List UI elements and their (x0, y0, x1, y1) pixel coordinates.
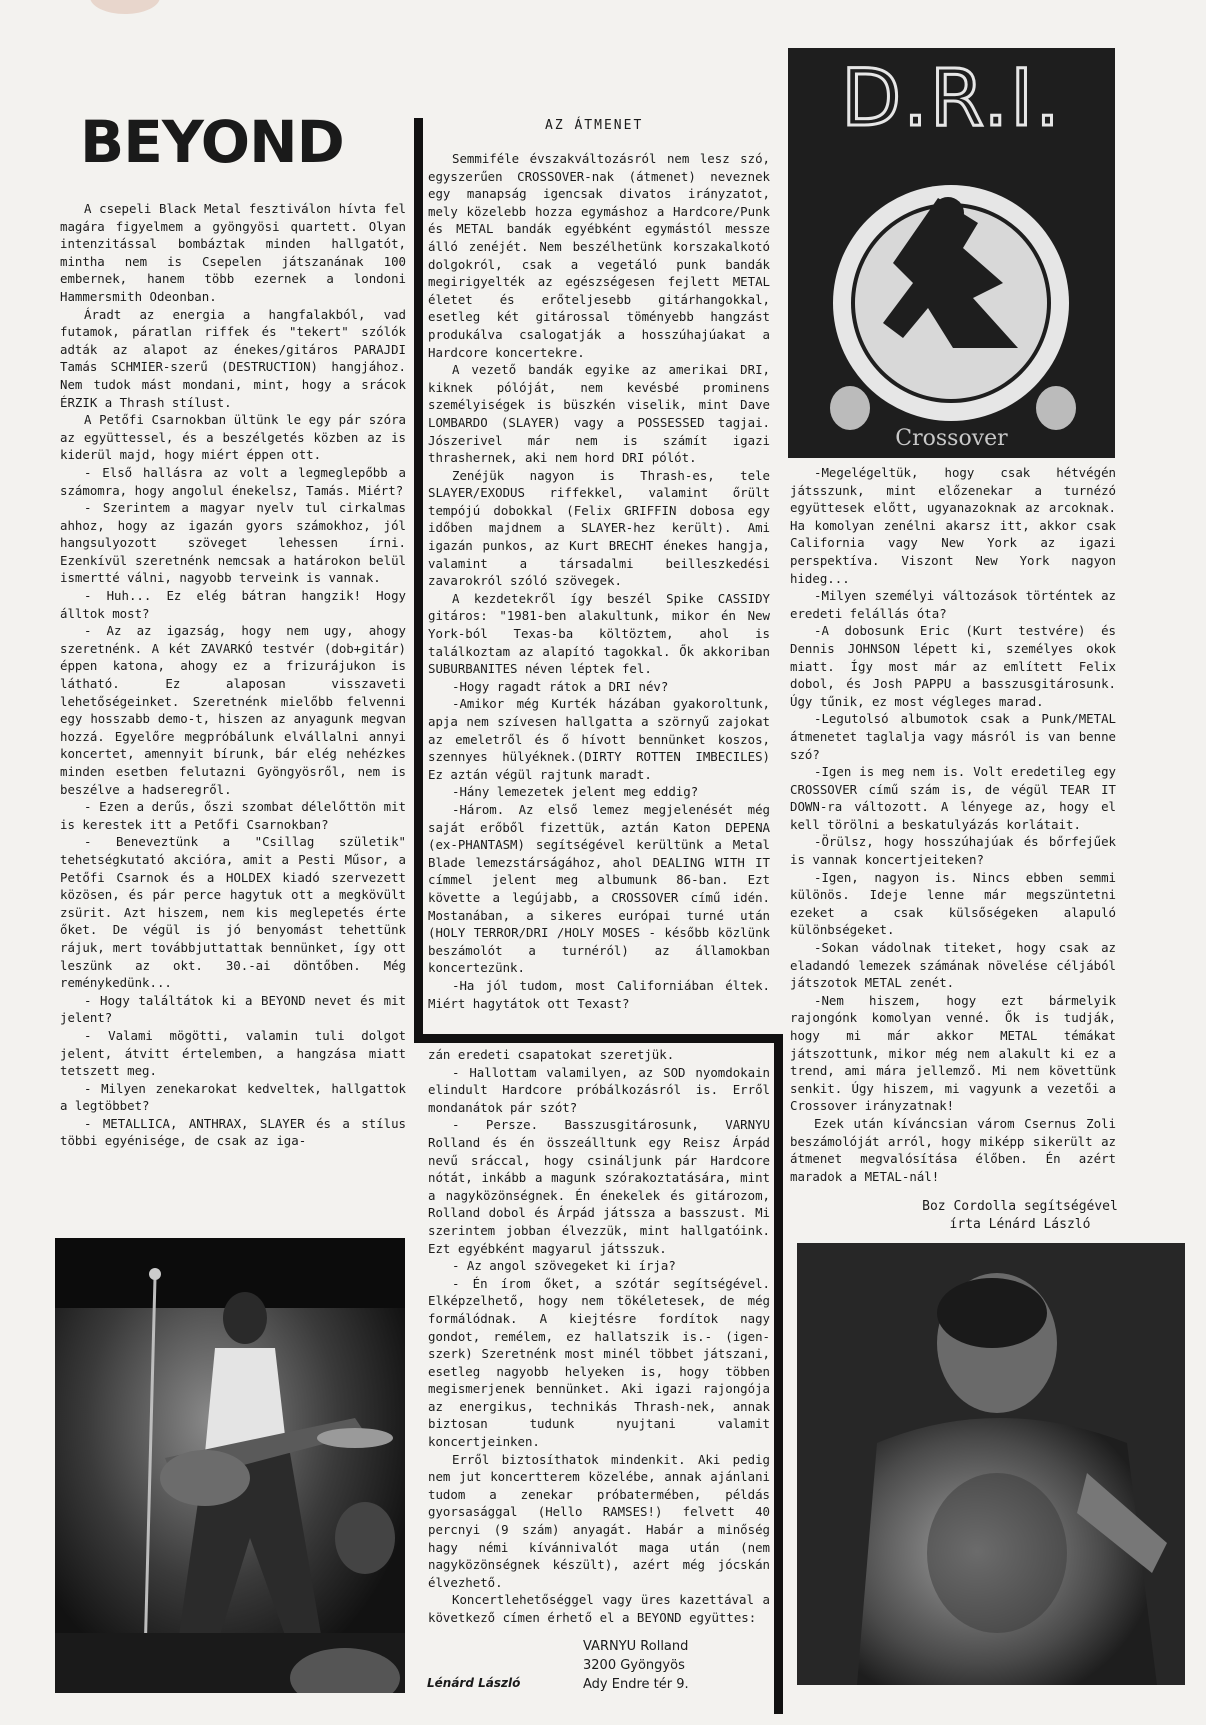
paragraph: Zenéjük nagyon is Thrash-es, tele SLAYER/EXODUS riffekkel, valamint őrült tempójú dobokkal (Felix GRIFFIN dobosa egy időben majdnem a SLAYER-hez került). Ami igazán punkos, az Kurt BRECHT énekes hangja, valamint a társadalmi beilleszkedési zavarokról szóló szövegek. (428, 467, 770, 589)
paragraph: - Hallottam valamilyen, az SOD nyomdokain elindult Hardcore próbálkozásról is. Erről mondanátok pár szót? (428, 1064, 770, 1115)
paragraph: - Első hallásra az volt a legmeglepőbb a számomra, hogy angolul énekelsz, Tamás. Miért? (60, 464, 406, 498)
paragraph: Erről biztosíthatok mindenkit. Aki pedig nem jut koncertterem közelébe, annak ajánlani tudom a zenekar próbatermében, példás gyorsasággal (Hello RAMSES!) felvett 40 percnyi (9 szám) anyagát. Habár a minőség hagy némi kívánnivalót maga után (nem nagyközönségnek készült), azért még jócskán élvezhető. (428, 1451, 770, 1590)
paragraph: Semmiféle évszakváltozásról nem lesz szó, egyszerűen CROSSOVER-nak (átmenet) neveznek egy manapság igencsak divatos irányzatot, mely közelebb hozza egymáshoz a Hardcore/Punk és METAL bandák egyébként egymástól messze álló zenéjét. Nem beszélhetünk korszakalkotó dolgokról, csak a vegetáló punk bandák megirigyelték az egészségesen fejlett METAL életet és erőteljesebb gitárhangokkal, esetleg két gitárossal töményebb hangzást produkálva csalogatják a hosszúhajúakat a Hardcore koncertekre. (428, 151, 770, 360)
paragraph: - Persze. Basszusgitárosunk, VARNYU Rolland és én összeálltunk egy Reisz Árpád nevű sráccal, hogy csináljunk pár Hardcore nótát, inkább a magunk szórakoztatására, mint a nagyközönségnek. Én énekelek és gitározom, Rolland dobol és Árpád játssza a basszust. Mi szerintem jobban élvezzük, mint hallgatóink. Ezt egyébként magyarul játsszuk. (428, 1117, 770, 1256)
paragraph: - METALLICA, ANTHRAX, SLAYER és a stílus többi egyénisége, de csak az iga- (60, 1115, 406, 1149)
paragraph: - Én írom őket, a szótár segítségével. Elképzelhető, hogy nem tökéletesek, de még formálódnak. A kiejtésre fordítok nagy gondot, remélem, ez hallatszik is.- (igen-szerk) Szeretnénk most minél többet játszani, esetleg nagyobb helyeken is, hogy többen megismerjenek bennünket. Aki igazi rajongója az energikus, technikás Thrash-nek, annak biztosan tudunk nyujtani valamit koncertjeinken. (428, 1275, 770, 1450)
singer-photo-image (797, 1243, 1185, 1685)
column-1 (60, 200, 406, 1205)
paragraph: A Petőfi Csarnokban ültünk le egy pár szóra az együttessel, és a beszélgetés közben az is kiderül majd, hogy miért éppen ott. (60, 412, 406, 463)
paragraph: zán eredeti csapatokat szeretjük. (428, 1047, 675, 1062)
address-line: VARNYU Rolland (583, 1639, 689, 1654)
address-line: 3200 Gyöngyös (583, 1658, 685, 1673)
paragraph: -Nem hiszem, hogy ezt bármelyik rajongónk komolyan venné. Ők is tudják, hogy mi már akkor METAL témákat játszottunk, mikor még nem alakult ki ez a trend, ami mára jellemző. Mi nem követtünk senkit. Úgy hiszem, mi vagyunk a vezetői a Crossover irányzatnak! (790, 992, 1116, 1114)
band-live-photo-image (55, 1238, 405, 1693)
page-title: BEYOND (80, 108, 344, 176)
paragraph: -Sokan vádolnak titeket, hogy csak az eladandó lemezek számának növelése céljából játszotok METAL zenét. (790, 940, 1116, 991)
column-2b (428, 1046, 770, 1636)
paragraph: -Milyen személyi változások történtek az eredeti felállás óta? (790, 588, 1116, 621)
paragraph: -Igen, nagyon is. Nincs ebben semmi különös. Ideje lenne már megszüntetni ezeket a csak külsőségeken alapuló különbségeket. (790, 869, 1116, 938)
decorative-mark (90, 0, 160, 14)
paragraph: A vezető bandák egyike az amerikai DRI, kiknek pólóját, nem kevésbé prominens személyiségek is büszkén viselik, mint Dave LOMBARDO (SLAYER) vagy a POSSESSED tagjai. Jószerivel már nem is számít igazi thrashernek, aki nem hord DRI pólót. (428, 362, 770, 466)
paragraph: - Az angol szövegeket ki írja? (452, 1258, 676, 1274)
paragraph: - Beneveztünk a "Csillag születik" tehetségkutató akcióra, amit a Pesti Műsor, a Petőfi Csarnok és a HOLDEX kiadó szervezett közösen, és pár perce hagytuk ott a megkövült zsürit. Azt hiszem, nem kis meglepetés érte őket. De végül is jó benyomást tehettünk rájuk, mert továbbjuttattak bennünket, így ott leszünk az okt. 30.-ai döntőben. Még reménykedünk... (60, 834, 406, 991)
paragraph: -Hogy ragadt rátok a DRI név? (452, 678, 669, 694)
paragraph: -Amikor még Kurték házában gyakoroltunk, apja nem szívesen hallgatta a szörnyű zajokat az emeletről és ő hívott bennünket koszos, szennyes hülyéknek.(DIRTY ROTTEN IMBECILES) Ez aztán végül rajtunk maradt. (428, 696, 770, 782)
paragraph: A kezdetekről így beszél Spike CASSIDY gitáros: "1981-ben alakultunk, mikor én New York-ból Texas-ba költöztem, ahol is találkoztam az alapító tagokkal. Ők akkoriban SUBURBANITES néven léptek fel. (428, 590, 770, 677)
paragraph: - Az az igazság, hogy nem ugy, ahogy szeretnénk. A két ZAVARKÓ testvér (dob+gitár) éppen katona, ahogy ez a frizurájukon is látható. Ez alaposan visszaveti lehetőségeinket. Szeretnénk mielőbb felvenni egy hosszabb demo-t, hiszen az anyagunk megvan hozzá. Egyelőre megpróbálunk elvállalni annyi koncertet, amennyit bírunk, bár elég nehézkes minden esetben felutazni Gyöngyösről, nem is beszélve a hadseregről. (60, 623, 406, 797)
article-credit (900, 1198, 1140, 1234)
paragraph: -Három. Az első lemez megjelenését még saját erőből fizettük, aztán Katon DEPENA (ex-PHANTASM) segítségével kerültünk a Metal Blade lemezstárságához, ahol DEALING WITH IT címmel jelent meg albumunk 86-ban. Ezt követte a legújabb, a CROSSOVER című idén. Mostanában, a sikeres európai turné után (HOLY TERROR/DRI /HOLY MOSES - később közlünk beszámolót a turnéról) az államokban koncertezünk. (428, 801, 770, 976)
paragraph: - Huh... Ez elég bátran hangzik! Hogy álltok most? (60, 588, 406, 621)
album-cover (788, 48, 1115, 458)
column-3 (790, 464, 1116, 1198)
paragraph: -Hány lemezetek jelent meg eddig? (452, 784, 699, 800)
credit-line: írta Lénárd László (949, 1217, 1091, 1232)
paragraph: - Ezen a derűs, őszi szombat délelőttön mit is kerestek itt a Petőfi Csarnokban? (60, 799, 406, 832)
paragraph: Áradt az energia a hangfalakból, vad futamok, páratlan riffek és "tekert" szólók adták az alapot az énekes/gitáros PARAJDI Tamás SCHMIER-szerű (DESTRUCTION) hangjához. Nem tudok mást mondani, mint, hogy a srácok ÉRZIK a Thrash stílust. (60, 306, 406, 410)
paragraph: - Valami mögötti, valamin tuli dolgot jelent, átvitt értelemben, a hangzása miatt tetszett meg. (60, 1027, 406, 1079)
credit-line: Boz Cordolla segítségével (922, 1199, 1118, 1214)
paragraph: -Ha jól tudom, most Californiában éltek. Miért hagytátok ott Texast? (428, 977, 770, 1011)
paragraph: A csepeli Black Metal fesztiválon hívta fel magára figyelmem a gyöngyösi quartett. Olyan intenzitással bombáztak minden hallgatót, mintha nem is Csepelen játszanának 100 embernek, hanem több ezernek a londoni Hammersmith Odeonban. (60, 201, 406, 304)
paragraph: - Milyen zenekarokat kedveltek, hallgattok a legtöbbet? (60, 1080, 406, 1114)
paragraph: Ezek után kíváncsian várom Csernus Zoli beszámolóját arról, hogy miképp sikerült az átmenet megvalósítása élőben. Én azért maradok a METAL-nál! (790, 1115, 1116, 1184)
divider-vertical-right (774, 1034, 783, 1714)
byline: Lénárd László (427, 1676, 521, 1690)
paragraph: Koncertlehetőséggel vagy üres kazettával a következő címen érhető el a BEYOND együttes: (428, 1592, 770, 1625)
paragraph: -Igen is meg nem is. Volt eredetileg egy CROSSOVER című szám is, de végül TEAR IT DOWN-ra változott. A lényege az, hogy el kell törölni a beskatulyázás korlátait. (790, 764, 1116, 832)
paragraph: - Hogy találtátok ki a BEYOND nevet és mit jelent? (60, 992, 406, 1026)
paragraph: -A dobosunk Eric (Kurt testvére) és Dennis JOHNSON lépett ki, személyes okok miatt. Így most már az említett Felix dobol, és Josh PAPPU a basszusgitárosunk. Úgy tűnik, ez most végleges marad. (790, 623, 1116, 709)
band-live-photo (55, 1238, 405, 1693)
column-2 (428, 150, 770, 1036)
contact-address (583, 1637, 689, 1694)
album-title: Crossover (895, 426, 1008, 451)
paragraph: - Szerintem a magyar nyelv tul cirkalmas ahhoz, hogy az igazán gyors számokhoz, jól hangsulyozott szöveget lehessen írni. Ezenkívül szeretnénk nemcsak a határokon belül ismertté válni, nagyobb terveink is vannak. (60, 500, 406, 586)
article-subhead: AZ ÁTMENET (545, 118, 644, 133)
paragraph: -Megelégeltük, hogy csak hétvégén játsszunk, mint előzenekar a turnézó együttesek előtt, ugyanazoknak az arcoknak. Ha komolyan zenélni akarsz itt, akkor csak California vagy New York az igazi perspektíva. Viszont New York nagyon hideg... (790, 465, 1116, 586)
album-logo: D.R.I. (841, 54, 1062, 144)
divider-vertical-left (414, 118, 423, 1042)
singer-photo (797, 1243, 1185, 1685)
address-line: Ady Endre tér 9. (583, 1677, 689, 1692)
paragraph: -Örülsz, hogy hosszúhajúak és bőrfejűek is vannak koncertjeiteken? (790, 834, 1116, 868)
paragraph: -Legutolsó albumotok csak a Punk/METAL átmenetet taglalja vagy másról is van benne szó? (790, 711, 1116, 762)
